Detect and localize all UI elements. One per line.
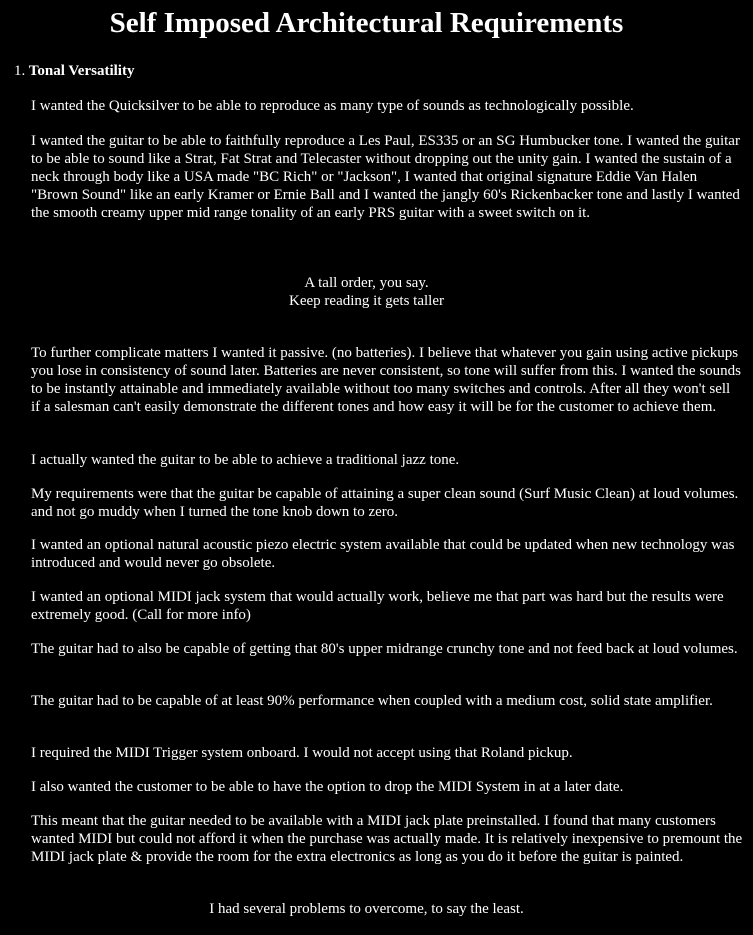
paragraph-solid-state: The guitar had to be capable of at least 90% performance when coupled with a medium cost, solid state amplifier.: [31, 693, 713, 709]
paragraph-quicksilver-intro: I wanted the Quicksilver to be able to reproduce as many type of sounds as technologically possible.: [31, 98, 634, 114]
paragraph-jazz: I actually wanted the guitar to be able to achieve a traditional jazz tone.: [31, 452, 460, 468]
paragraph-midi-trigger: I required the MIDI Trigger system onboard. I would not accept using that Roland pickup.: [31, 745, 573, 761]
paragraph-midi-plate: This meant that the guitar needed to be available with a MIDI jack plate preinstalled. I found that many customers wanted MIDI but could not afford it when the purchase was actually made. It is relatively inexpensive to premount the MIDI jack plate & provide the room for the extra electronics as long as you do it before the guitar is painted.: [31, 813, 743, 865]
paragraph-clean-sound: My requirements were that the guitar be capable of attaining a super clean sound (Surf Music Clean) at loud volumes. and not go muddy when I turned the tone knob down to zero.: [31, 486, 739, 520]
paragraph-piezo: I wanted an optional natural acoustic piezo electric system available that could be updated when new technology was introduced and would never go obsolete.: [31, 537, 735, 571]
paragraph-passive: To further complicate matters I wanted it passive. (no batteries). I believe that whatever you gain using active pickups you lose in consistency of sound later. Batteries are never consistent, so tone will suffer from this. I wanted the sounds to be instantly attainable and immediately available without too many switches and controls. After all they won't sell if a salesman can't easily demonstrate the different tones and how easy it will be for the customer to achieve them.: [31, 345, 741, 415]
closing-line: I had several problems to overcome, to say the least.: [209, 901, 524, 917]
section-heading: [14, 62, 134, 80]
section-heading-text: Tonal Versatility: [28, 63, 135, 79]
paragraph-80s-tone: The guitar had to also be capable of getting that 80's upper midrange crunchy tone and not feed back at loud volumes.: [31, 641, 738, 657]
paragraph-midi-jack: I wanted an optional MIDI jack system that would actually work, believe me that part was hard but the results were extremely good. (Call for more info): [31, 589, 724, 623]
section-number: 1.: [14, 63, 26, 79]
page-title: Self Imposed Architectural Requirements: [109, 7, 624, 39]
callout-line-1: A tall order, you say.: [304, 275, 429, 291]
callout-line-2: Keep reading it gets taller: [289, 293, 444, 309]
paragraph-tone-wishlist: I wanted the guitar to be able to faithfully reproduce a Les Paul, ES335 or an SG Humbucker tone. I wanted the guitar to be able to sound like a Strat, Fat Strat and Telecaster without dropping out the unity gain. I wanted the sustain of a neck through body like a USA made "BC Rich" or "Jackson", I wanted that original signature Eddie Van Halen "Brown Sound" like an early Kramer or Ernie Ball and I wanted the jangly 60's Rickenbacker tone and lastly I wanted the smooth creamy upper mid range tonality of an early PRS guitar with a sweet switch on it.: [31, 133, 740, 221]
paragraph-midi-option: I also wanted the customer to be able to have the option to drop the MIDI System in at a later date.: [31, 779, 624, 795]
